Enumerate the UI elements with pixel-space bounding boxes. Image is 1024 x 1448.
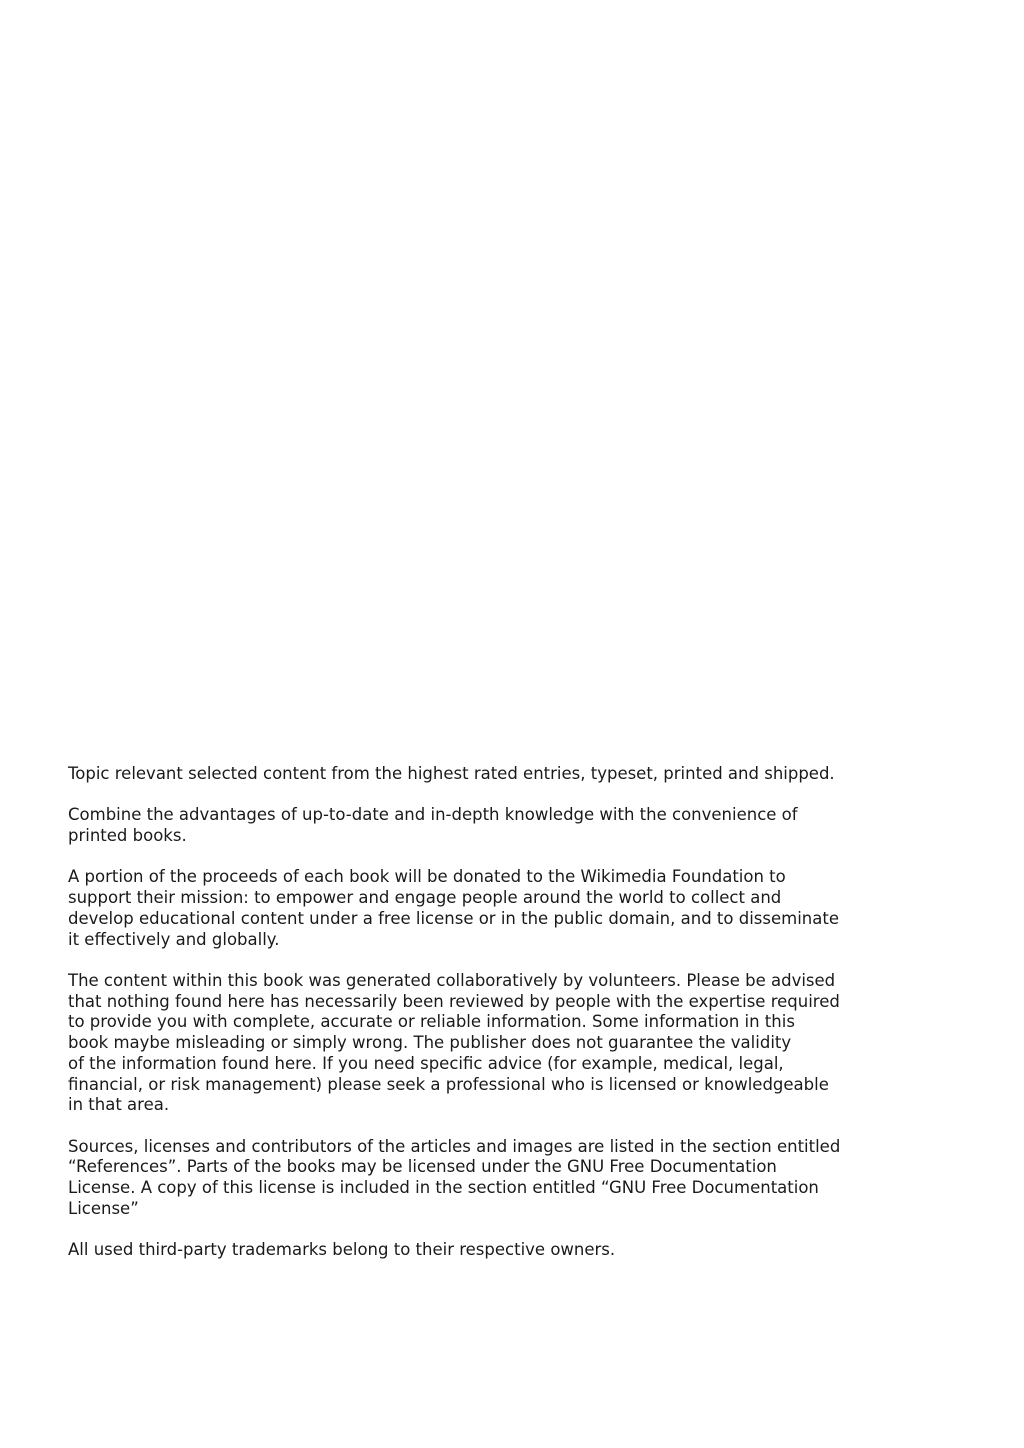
imprint-text-block (68, 764, 888, 1281)
paragraph-advantages: Combine the advantages of up-to-date and in-depth knowledge with the convenience of printed books. (68, 805, 798, 846)
paragraph-sources-licenses: Sources, licenses and contributors of the articles and images are listed in the section entitled “References”. Parts of the books may be licensed under the GNU Free Documentation License. A copy of this license is included in the section entitled “GNU Free Documentation License” (68, 1136, 841, 1218)
paragraph-disclaimer: The content within this book was generated collaboratively by volunteers. Please be advised that nothing found here has necessarily been reviewed by people with the expertise required to provide you with complete, accurate or reliable information. Some information in this book maybe misleading or simply wrong. The publisher does not guarantee the validity of the information found here. If you need specific advice (for example, medical, legal, financial, or risk management) please seek a professional who is licensed or knowledgeable in that area. (68, 970, 840, 1115)
paragraph-proceeds: A portion of the proceeds of each book will be donated to the Wikimedia Foundation to support their mission: to empower and engage people around the world to collect and develop educational content under a free license or in the public domain, and to disseminate it effectively and globally. (68, 867, 839, 949)
paragraph-trademarks: All used third-party trademarks belong to their respective owners. (68, 1240, 616, 1260)
paragraph-topic-relevant: Topic relevant selected content from the highest rated entries, typeset, printed and shipped. (68, 764, 835, 783)
